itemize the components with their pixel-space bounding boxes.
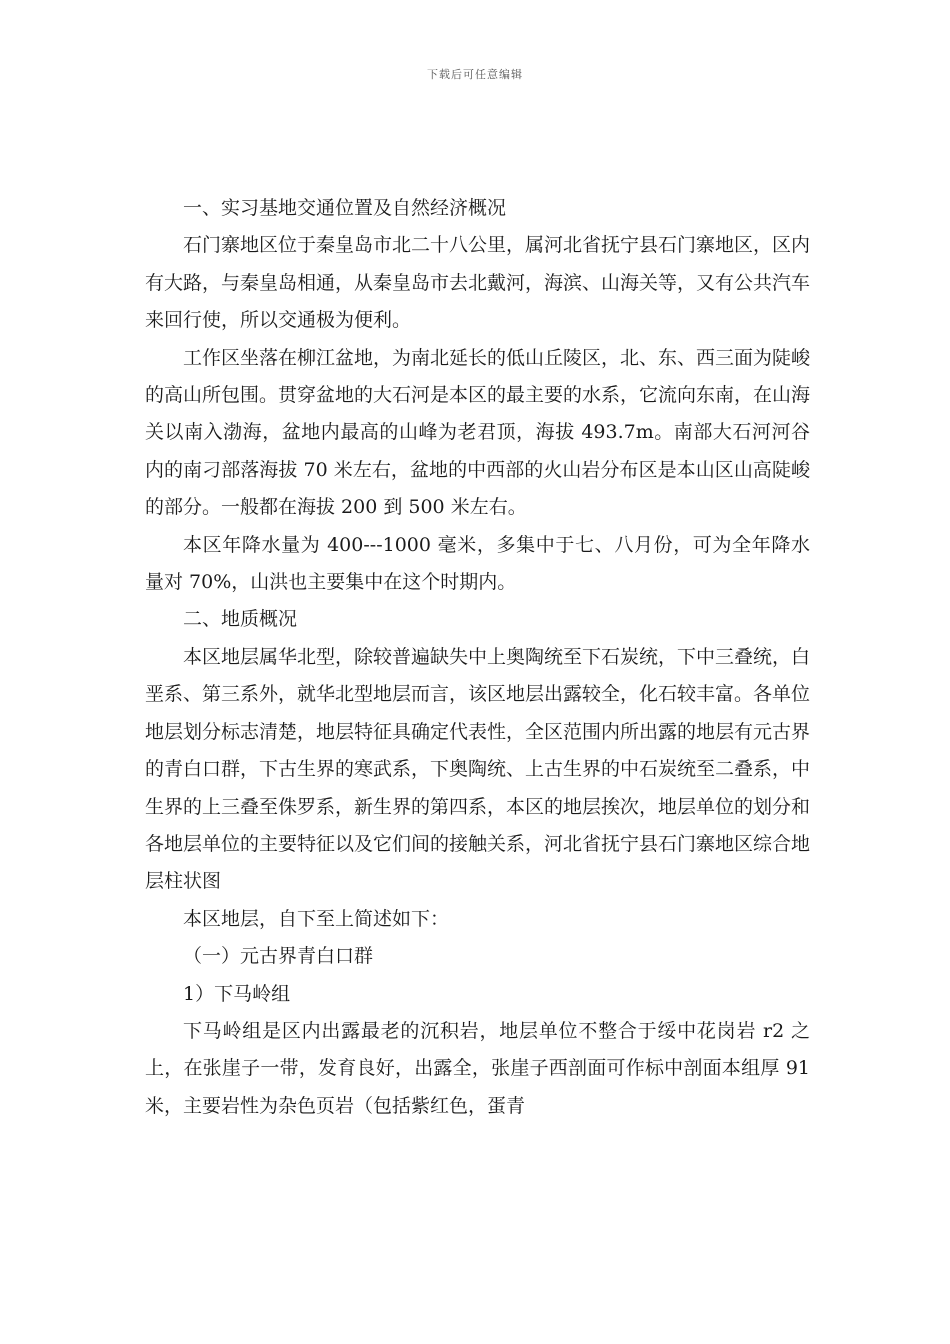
section-heading-1: 一、实习基地交通位置及自然经济概况 xyxy=(183,197,507,219)
paragraph-xiamaling: 下马岭组是区内出露最老的沉积岩，地层单位不整合于绥中花岗岩 r2 之上，在张崖子一带，发育良好，出露全，张崖子西剖面可作标中剖面本组厚 91 米，主要岩性为杂色页岩（包括紫红色，蛋青 xyxy=(145,1019,810,1117)
paragraph-location: 石门寨地区位于秦皇岛市北二十八公里，属河北省抚宁县石门寨地区，区内有大路，与秦皇岛相通，从秦皇岛市去北戴河，海滨、山海关等，又有公共汽车来回行使，所以交通极为便利。 xyxy=(145,234,811,332)
section-heading-2: 二、地质概况 xyxy=(183,608,298,631)
subheading-qingbaikou: （一）元古界青白口群 xyxy=(183,945,374,968)
paragraph-rainfall: 本区年降水量为 400---1000 毫米，多集中于七、八月份，可为全年降水量对 70%，山洪也主要集中在这个时期内。 xyxy=(145,533,810,594)
subheading-xiamaling: 1）下马岭组 xyxy=(183,982,291,1005)
paragraph-strata-intro: 本区地层，自下至上简述如下： xyxy=(183,907,450,930)
paragraph-terrain: 工作区坐落在柳江盆地，为南北延长的低山丘陵区，北、东、西三面为陡峻的高山所包围。贯穿盆地的大石河是本区的最主要的水系，它流向东南，在山海关以南入渤海，盆地内最高的山峰为老君顶，海拔 493.7m。南部大石河河谷内的南刁部落海拔 70 米左右，盆地的中西部的火山岩分布区是本山区山高陡峻的部分。一般都在海拔 200 到 500 米左右。 xyxy=(145,346,811,519)
page-header: 下载后可任意编辑 xyxy=(427,68,523,81)
paragraph-strata: 本区地层属华北型，除较普遍缺失中上奥陶统至下石炭统，下中三叠统，白垩系、第三系外，就华北型地层而言，该区地层出露较全，化石较丰富。各单位地层划分标志清楚，地层特征具确定代表性，全区范围内所出露的地层有元古界的青白口群，下古生界的寒武系，下奥陶统、上古生界的中石炭统至二叠系，中生界的上三叠至侏罗系，新生界的第四系，本区的地层挨次，地层单位的划分和各地层单位的主要特征以及它们间的接触关系，河北省抚宁县石门寨地区综合地层柱状图 xyxy=(145,645,811,893)
document-body xyxy=(145,190,810,1125)
